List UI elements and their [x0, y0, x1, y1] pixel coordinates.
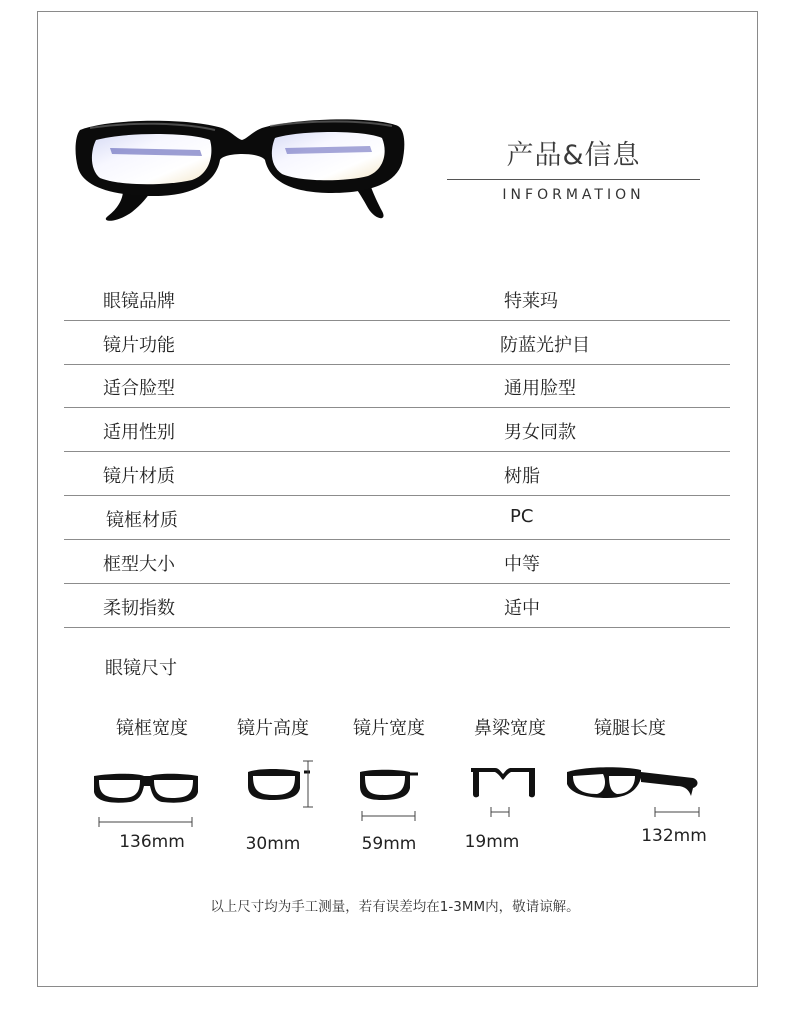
- spec-row-lens-material: [64, 452, 730, 496]
- spec-row-function: [64, 321, 730, 365]
- dimension-value: 136mm: [119, 832, 185, 852]
- spec-row-brand: [64, 277, 730, 321]
- dimension-label: 镜片高度: [237, 718, 309, 739]
- spec-value: PC: [510, 506, 534, 527]
- spec-value: 树脂: [504, 466, 540, 487]
- spec-value: 中等: [504, 554, 540, 575]
- spec-row-flexibility: [64, 584, 730, 628]
- dimension-value: 132mm: [641, 826, 707, 846]
- spec-label: 镜框材质: [106, 510, 178, 531]
- spec-value: 男女同款: [504, 422, 576, 443]
- spec-value: 通用脸型: [504, 378, 576, 399]
- dimension-value: 19mm: [464, 832, 520, 852]
- section-title: 产品&信息: [506, 140, 641, 171]
- dimension-temple-length: [555, 708, 705, 868]
- dimension-label: 鼻梁宽度: [474, 718, 546, 739]
- dimension-value: 59mm: [361, 834, 417, 854]
- dimension-value: 30mm: [245, 834, 301, 854]
- section-subtitle: INFORMATION: [502, 187, 645, 203]
- spec-row-gender: [64, 408, 730, 452]
- spec-label: 适用性别: [103, 422, 175, 443]
- glasses-product-icon: [70, 108, 415, 233]
- spec-row-frame-size: [64, 540, 730, 584]
- bridge-icon: [469, 764, 539, 824]
- measurement-note: 以上尺寸均为手工测量，若有误差均在1-3MM内，敬请谅解。: [210, 899, 580, 915]
- spec-value: 特莱玛: [504, 291, 558, 312]
- dimensions-title: 眼镜尺寸: [105, 658, 177, 679]
- spec-row-frame-material: [64, 496, 730, 540]
- spec-label: 适合脸型: [103, 378, 175, 399]
- spec-value: 适中: [504, 598, 540, 619]
- lens-width-icon: [358, 766, 422, 826]
- spec-label: 镜片功能: [103, 335, 175, 356]
- dimension-label: 镜片宽度: [353, 718, 425, 739]
- spec-label: 镜片材质: [103, 466, 175, 487]
- spec-label: 眼镜品牌: [103, 291, 175, 312]
- dimension-label: 镜框宽度: [116, 718, 188, 739]
- dimension-label: 镜腿长度: [594, 718, 666, 739]
- spec-row-face-shape: [64, 364, 730, 408]
- spec-value: 防蓝光护目: [500, 335, 590, 356]
- spec-label: 柔韧指数: [103, 598, 175, 619]
- glasses-side-icon: [565, 764, 705, 826]
- spec-label: 框型大小: [103, 554, 175, 575]
- title-divider: [447, 179, 700, 180]
- lens-height-icon: [246, 758, 316, 814]
- glasses-front-icon: [92, 770, 202, 830]
